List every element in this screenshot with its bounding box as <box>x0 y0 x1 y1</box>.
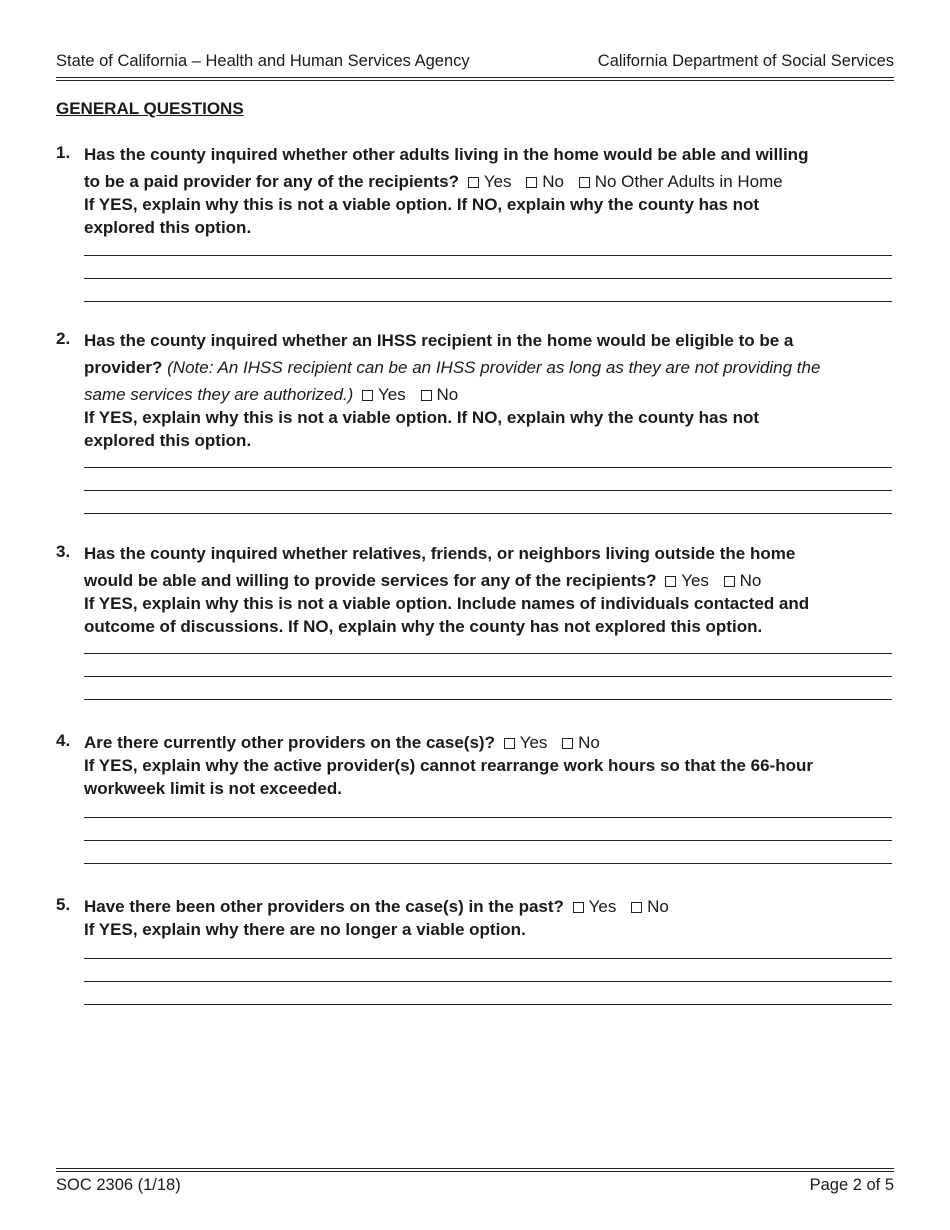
explain-line1: If YES, explain why this is not a viable option. Include names of individuals contacted and <box>84 594 810 613</box>
explain-line2: outcome of discussions. If NO, explain why the county has not explored this option. <box>84 616 763 636</box>
header-rule-bottom <box>56 80 894 81</box>
form-number: SOC 2306 (1/18) <box>56 1176 181 1194</box>
question-number: 2. <box>56 329 71 348</box>
no-checkbox[interactable] <box>724 576 735 587</box>
yes-option[interactable] <box>569 897 617 916</box>
yes-label: Yes <box>588 897 617 916</box>
header-rule-top <box>56 77 894 78</box>
answer-line[interactable] <box>84 467 892 468</box>
question-number: 4. <box>56 731 71 750</box>
page-header <box>56 52 894 72</box>
no-checkbox[interactable] <box>631 902 642 913</box>
question-text-line2: provider? <box>84 358 163 377</box>
yes-checkbox[interactable] <box>665 576 676 587</box>
yes-checkbox[interactable] <box>362 390 373 401</box>
question-note-line2: same services they are authorized.) <box>84 385 354 404</box>
no-option[interactable] <box>552 733 600 752</box>
no-option[interactable] <box>714 571 762 590</box>
question-note-line1: (Note: An IHSS recipient can be an IHSS provider as long as they are not providing the <box>167 358 821 377</box>
answer-line[interactable] <box>84 255 892 256</box>
explain-line1: If YES, explain why the active provider(s) cannot rearrange work hours so that the 66-hour <box>84 756 813 775</box>
no-option[interactable] <box>411 385 459 404</box>
question-text-line1: Has the county inquired whether relatives, friends, or neighbors living outside the home <box>84 544 796 563</box>
header-department: California Department of Social Services <box>597 52 894 70</box>
answer-line[interactable] <box>84 278 892 279</box>
no-checkbox[interactable] <box>421 390 432 401</box>
yes-option[interactable] <box>500 733 548 752</box>
answer-line[interactable] <box>84 863 892 864</box>
header-agency: State of California – Health and Human Services Agency <box>56 52 470 70</box>
no-checkbox[interactable] <box>526 177 537 188</box>
no-label: No <box>739 571 762 590</box>
page-footer <box>56 1176 894 1196</box>
yes-label: Yes <box>681 571 709 590</box>
explain-line2: explored this option. <box>84 217 252 237</box>
explain-line1: If YES, explain why this is not a viable option. If NO, explain why the county has not <box>84 195 760 214</box>
answer-line[interactable] <box>84 817 892 818</box>
answer-line[interactable] <box>84 840 892 841</box>
yes-label: Yes <box>519 733 548 752</box>
explain-line1: If YES, explain why there are no longer a viable option. <box>84 920 526 939</box>
answer-line[interactable] <box>84 513 892 514</box>
no-option[interactable] <box>621 897 669 916</box>
question-text-line1: Are there currently other providers on the case(s)? <box>84 733 495 752</box>
yes-label: Yes <box>483 172 512 191</box>
yes-label: Yes <box>378 385 406 404</box>
question-number: 3. <box>56 542 71 561</box>
question-number: 5. <box>56 895 71 914</box>
no-label: No <box>436 385 459 404</box>
explain-line2: explored this option. <box>84 430 252 450</box>
footer-rule-top <box>56 1168 894 1169</box>
no-label: No <box>542 172 564 191</box>
yes-option[interactable] <box>464 172 512 191</box>
question-text-line1: Has the county inquired whether an IHSS recipient in the home would be eligible to be a <box>84 331 794 350</box>
yes-checkbox[interactable] <box>468 177 479 188</box>
answer-line[interactable] <box>84 301 892 302</box>
yes-option[interactable] <box>661 571 709 590</box>
no-other-adults-option[interactable] <box>569 172 783 191</box>
answer-line[interactable] <box>84 958 892 959</box>
no-other-adults-checkbox[interactable] <box>579 177 590 188</box>
answer-line[interactable] <box>84 699 892 700</box>
no-other-adults-label: No Other Adults in Home <box>594 172 783 191</box>
no-option[interactable] <box>516 172 564 191</box>
question-text-line1: Have there been other providers on the case(s) in the past? <box>84 897 564 916</box>
footer-rule-bottom <box>56 1171 894 1172</box>
question-number: 1. <box>56 143 71 162</box>
answer-line[interactable] <box>84 490 892 491</box>
yes-option[interactable] <box>358 385 406 404</box>
question-text-line1: Has the county inquired whether other adults living in the home would be able and willing <box>84 145 809 164</box>
yes-checkbox[interactable] <box>573 902 584 913</box>
no-label: No <box>578 733 600 752</box>
answer-line[interactable] <box>84 981 892 982</box>
section-title: GENERAL QUESTIONS <box>56 99 244 118</box>
explain-line2: workweek limit is not exceeded. <box>84 778 342 798</box>
answer-line[interactable] <box>84 676 892 677</box>
question-text-line2: to be a paid provider for any of the recipients? <box>84 172 460 191</box>
yes-checkbox[interactable] <box>504 738 515 749</box>
page-number: Page 2 of 5 <box>809 1176 894 1194</box>
question-text-line2: would be able and willing to provide services for any of the recipients? <box>84 571 657 590</box>
no-checkbox[interactable] <box>562 738 573 749</box>
answer-line[interactable] <box>84 653 892 654</box>
answer-line[interactable] <box>84 1004 892 1005</box>
no-label: No <box>647 897 669 916</box>
explain-line1: If YES, explain why this is not a viable option. If NO, explain why the county has not <box>84 408 760 427</box>
